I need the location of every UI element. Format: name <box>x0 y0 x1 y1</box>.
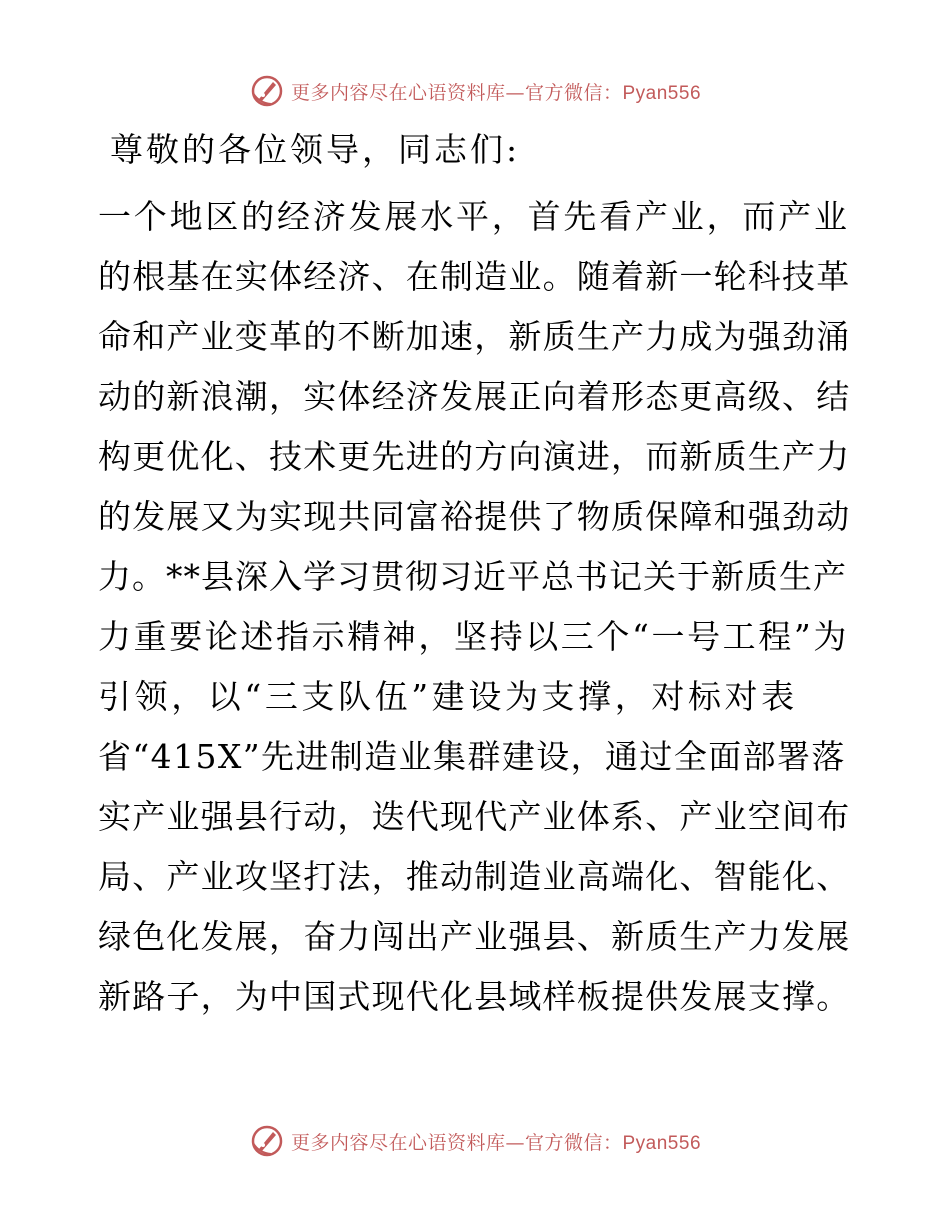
body-line: 新路子，为中国式现代化县域样板提供发展支撑。 <box>98 977 851 1016</box>
pen-nib-circle-icon <box>249 1123 285 1159</box>
body-line: 构更优化、技术更先进的方向演进，而新质生产力 <box>98 437 851 476</box>
body-line: 的根基在实体经济、在制造业。随着新一轮科技革 <box>98 257 851 296</box>
header-watermark <box>0 71 950 111</box>
watermark-text: 更多内容尽在心语资料库—官方微信：Pyan556 <box>290 1131 702 1154</box>
body-line: 引领，以“三支队伍”建设为支撑，对标对表 <box>98 677 798 716</box>
salutation: 尊敬的各位领导，同志们: <box>110 130 521 169</box>
body-line: 命和产业变革的不断加速，新质生产力成为强劲涌 <box>98 317 851 356</box>
watermark-text: 更多内容尽在心语资料库—官方微信：Pyan556 <box>290 81 702 104</box>
body-line: 动的新浪潮，实体经济发展正向着形态更高级、结 <box>98 377 851 416</box>
pen-nib-circle-icon <box>249 73 285 109</box>
footer-watermark <box>0 1121 950 1161</box>
body-line: 省“415X”先进制造业集群建设，通过全面部署落 <box>98 737 846 776</box>
body-line: 实产业强县行动，迭代现代产业体系、产业空间布 <box>98 797 851 836</box>
body-line: 力。**县深入学习贯彻习近平总书记关于新质生产 <box>98 557 847 596</box>
body-line: 力重要论述指示精神，坚持以三个“一号工程”为 <box>98 617 849 656</box>
body-line: 局、产业攻坚打法，推动制造业高端化、智能化、 <box>98 857 851 896</box>
body-line: 一个地区的经济发展水平，首先看产业，而产业 <box>98 197 850 236</box>
body-line: 的发展又为实现共同富裕提供了物质保障和强劲动 <box>98 497 851 536</box>
body-line: 绿色化发展，奋力闯出产业强县、新质生产力发展 <box>98 917 851 956</box>
